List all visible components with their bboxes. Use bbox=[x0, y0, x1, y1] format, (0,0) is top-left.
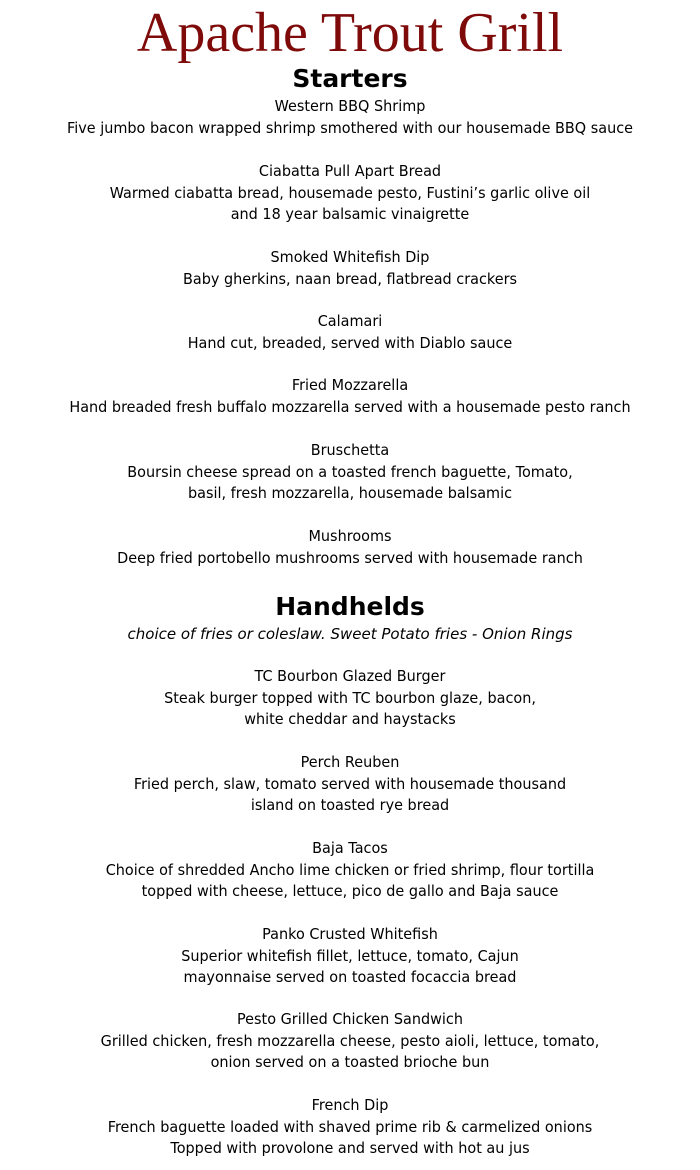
item-name: French Dip bbox=[311, 1096, 389, 1114]
restaurant-title: Apache Trout Grill bbox=[136, 2, 564, 64]
item-description: Deep fried portobello mushrooms served with housemade ranch bbox=[117, 548, 583, 567]
item-description: onion served on a toasted brioche bun bbox=[210, 1053, 490, 1071]
menu-item-smoked-whitefish-dip bbox=[0, 247, 700, 290]
item-description: Fried perch, slaw, tomato served with housemade thousand bbox=[133, 774, 567, 793]
item-description: Warmed ciabatta bread, housemade pesto, Fustini’s garlic olive oil bbox=[109, 183, 591, 202]
menu-item-mushrooms bbox=[0, 526, 700, 569]
menu-item-french-dip bbox=[0, 1095, 700, 1160]
item-description: Choice of shredded Ancho lime chicken or fried shrimp, flour tortilla bbox=[105, 860, 595, 879]
item-name: Calamari bbox=[317, 312, 383, 330]
menu-item-fried-mozzarella bbox=[0, 375, 700, 418]
item-name: Baja Tacos bbox=[312, 839, 388, 857]
item-name: Western BBQ Shrimp bbox=[274, 97, 426, 115]
menu-item-panko-crusted-whitefish bbox=[0, 924, 700, 989]
item-name: Panko Crusted Whitefish bbox=[262, 925, 438, 943]
menu-item-ciabatta-pull-apart-bread bbox=[0, 161, 700, 226]
item-description: Hand breaded fresh buffalo mozzarella served with a housemade pesto ranch bbox=[69, 397, 631, 416]
menu-item-tc-bourbon-glazed-burger bbox=[0, 666, 700, 731]
item-description: island on toasted rye bread bbox=[250, 796, 450, 814]
menu-item-western-bbq-shrimp bbox=[0, 96, 700, 139]
item-description: Baby gherkins, naan bread, flatbread crackers bbox=[182, 269, 518, 288]
item-description: Boursin cheese spread on a toasted french baguette, Tomato, bbox=[127, 462, 573, 481]
menu-item-bruschetta bbox=[0, 440, 700, 505]
item-description: Superior whitefish fillet, lettuce, tomato, Cajun bbox=[181, 946, 519, 965]
item-description: and 18 year balsamic vinaigrette bbox=[230, 205, 470, 223]
item-name: TC Bourbon Glazed Burger bbox=[254, 667, 446, 685]
menu-item-pesto-grilled-chicken-sandwich bbox=[0, 1009, 700, 1074]
item-description: mayonnaise served on toasted focaccia bread bbox=[183, 968, 517, 986]
item-description: Five jumbo bacon wrapped shrimp smothered with our housemade BBQ sauce bbox=[66, 118, 634, 137]
item-description: Hand cut, breaded, served with Diablo sauce bbox=[187, 333, 513, 352]
item-name: Ciabatta Pull Apart Bread bbox=[258, 162, 442, 180]
menu-item-calamari bbox=[0, 311, 700, 354]
item-name: Perch Reuben bbox=[300, 753, 400, 771]
menu-item-perch-reuben bbox=[0, 752, 700, 817]
item-description: Topped with provolone and served with hot au jus bbox=[170, 1139, 530, 1157]
section-heading-starters: Starters bbox=[292, 64, 408, 93]
item-description: basil, fresh mozzarella, housemade balsamic bbox=[187, 484, 513, 502]
item-description: Grilled chicken, fresh mozzarella cheese, pesto aioli, lettuce, tomato, bbox=[100, 1031, 600, 1050]
item-description: white cheddar and haystacks bbox=[244, 710, 456, 728]
item-description: topped with cheese, lettuce, pico de gallo and Baja sauce bbox=[141, 882, 559, 900]
section-note-sides: choice of fries or coleslaw. Sweet Potato fries - Onion Rings bbox=[127, 625, 573, 643]
section-heading-handhelds: Handhelds bbox=[275, 592, 425, 621]
item-name: Pesto Grilled Chicken Sandwich bbox=[236, 1010, 463, 1028]
menu-item-baja-tacos bbox=[0, 838, 700, 903]
item-description: French baguette loaded with shaved prime rib & carmelized onions bbox=[107, 1117, 593, 1136]
item-description: Steak burger topped with TC bourbon glaze, bacon, bbox=[164, 688, 536, 707]
item-name: Fried Mozzarella bbox=[291, 376, 409, 394]
item-name: Smoked Whitefish Dip bbox=[270, 248, 430, 266]
item-name: Mushrooms bbox=[308, 527, 392, 545]
item-name: Bruschetta bbox=[310, 441, 390, 459]
